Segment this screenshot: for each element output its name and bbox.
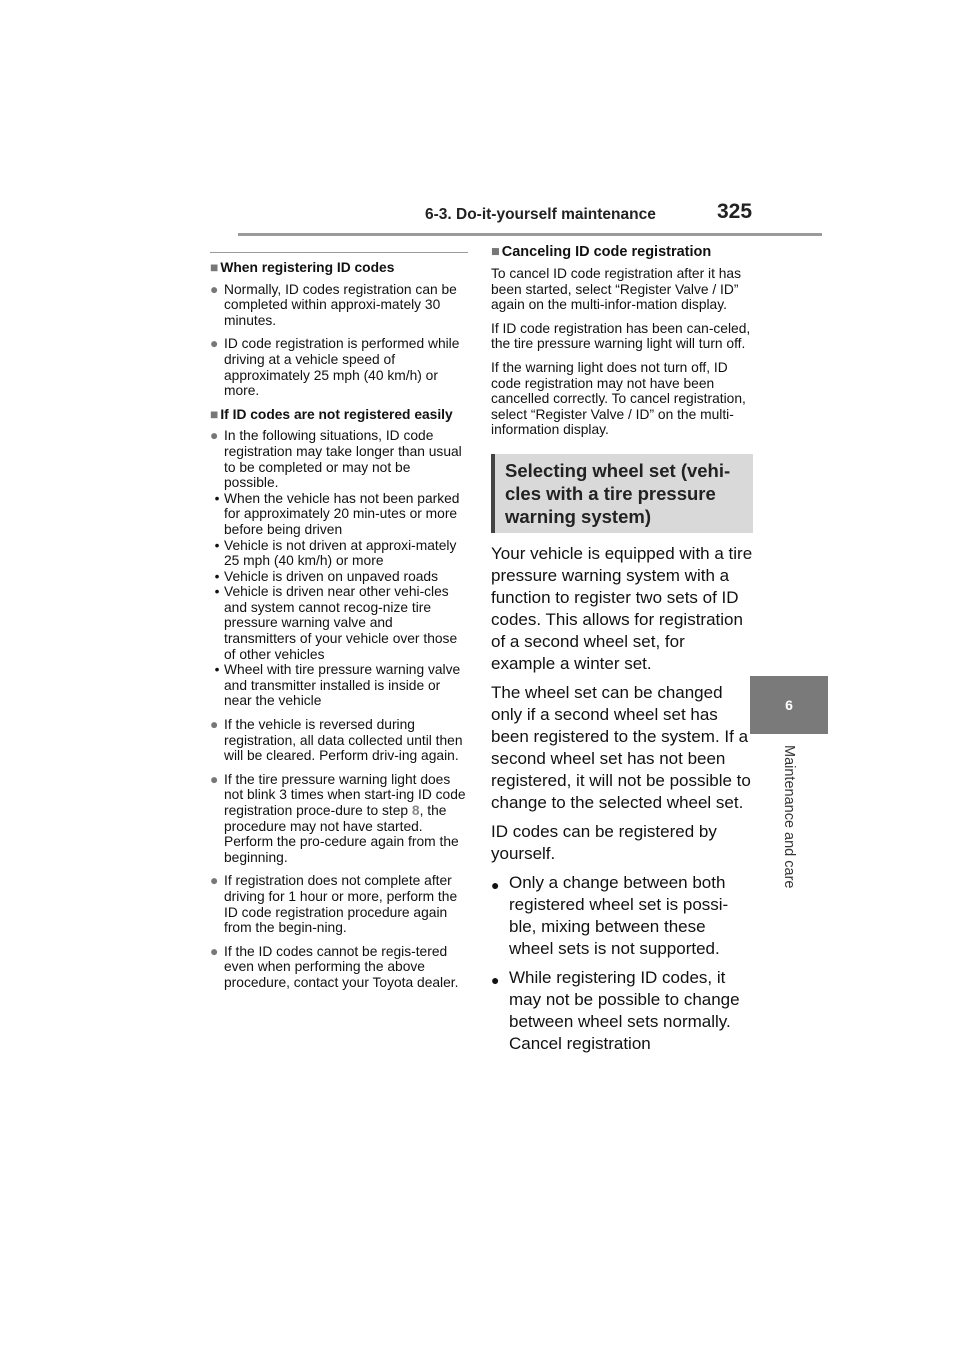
cancel-text: To cancel ID code registration after it has been started, select “Register Valve / ID” again on the multi-infor-mation display. — [491, 266, 742, 313]
note-item: ● If the tire pressure warning light does not blink 3 times when start-ing ID code registration proce-dure to step 8, the procedure may not have started. Perform the pro-cedure again from the beginning. — [210, 771, 466, 865]
list-item: • Vehicle is driven near other vehi-cles and system cannot recog-nize tire pressure warning valve and transmitters of your vehicle over those of other vehicles — [214, 584, 458, 662]
square-bullet-icon: ■ — [210, 260, 219, 275]
body-bullet: ● Only a change between both registered wheel set is possi-ble, mixing between these wheel sets is not supported. — [491, 872, 729, 958]
square-bullet-icon: ■ — [210, 406, 219, 422]
chapter-title: Maintenance and care — [781, 745, 797, 889]
list-item: • Vehicle is driven on unpaved roads — [214, 568, 438, 584]
circle-bullet-icon: ● — [210, 717, 219, 733]
body-paragraph: ID codes can be registered by yourself. — [491, 821, 717, 863]
circle-bullet-icon: ● — [210, 873, 219, 889]
note-item: ● If the ID codes cannot be regis-tered even when performing the above procedure, contact your Toyota dealer. — [210, 943, 459, 990]
circle-bullet-icon: ● — [210, 336, 219, 352]
body-bullet: ● While registering ID codes, it may not be possible to change between wheel sets normally. Cancel registration — [491, 967, 740, 1053]
circle-bullet-icon: ● — [210, 428, 219, 444]
heading-canceling: ■ Canceling ID code registration — [491, 244, 712, 260]
column-divider — [210, 252, 468, 253]
circle-bullet-icon: ● — [210, 943, 219, 959]
list-item: • When the vehicle has not been parked for approximately 20 min-utes or more before being driven — [214, 490, 460, 537]
note-item: ● If the vehicle is reversed during registration, all data collected until then will be cleared. Perform driv-ing again. — [210, 717, 463, 764]
cancel-text: If ID code registration has been can-celed, the tire pressure warning light will turn off. — [491, 320, 751, 352]
chapter-number: 6 — [785, 697, 793, 713]
body-paragraph: The wheel set can be changed only if a second wheel set has been registered to the system. If a second wheel set has not been registered, it will not be possible to change to the selected wheel set. — [491, 682, 751, 812]
note-item: ● Normally, ID codes registration can be completed within approxi-mately 30 minutes. — [210, 281, 457, 328]
section-header: 6-3. Do-it-yourself maintenance — [425, 206, 656, 223]
note-item: ● ID code registration is performed while driving at a vehicle speed of approximately 25 mph (40 km/h) or more. — [210, 336, 460, 399]
heading-not-registered: ■ If ID codes are not registered easily — [210, 406, 453, 422]
chapter-tab[interactable] — [750, 676, 828, 734]
list-item: • Vehicle is not driven at approxi-mately 25 mph (40 km/h) or more — [214, 537, 457, 569]
left-column — [210, 252, 468, 999]
heading-registering: ■ When registering ID codes — [210, 260, 395, 275]
square-bullet-icon: ■ — [491, 244, 500, 260]
circle-bullet-icon: ● — [491, 971, 500, 988]
circle-bullet-icon: ● — [210, 281, 219, 297]
situation-list — [210, 491, 468, 709]
right-column — [491, 244, 753, 1062]
note-item: ● In the following situations, ID code registration may take longer than usual to be completed or may not be possible. — [210, 428, 462, 491]
body-paragraph: Your vehicle is equipped with a tire pressure warning system with a function to register two sets of ID codes. This allows for registration of a second wheel set, for example a winter set. — [491, 543, 753, 673]
circle-bullet-icon: ● — [491, 876, 500, 893]
header-divider — [238, 233, 822, 236]
body-text — [491, 543, 753, 1055]
page-number: 325 — [717, 200, 753, 223]
section-title: Selecting wheel set (vehi-cles with a tire pressure warning system) — [505, 459, 731, 527]
list-item: • Wheel with tire pressure warning valve and transmitter installed is inside or near the vehicle — [214, 662, 461, 709]
circle-bullet-icon: ● — [210, 771, 219, 787]
step-reference: 8 — [411, 803, 420, 818]
section-title-box — [491, 454, 753, 533]
note-item: ● If registration does not complete after driving for 1 hour or more, perform the ID code registration procedure again from the begin-ning. — [210, 873, 458, 936]
cancel-text: If the warning light does not turn off, ID code registration may not have been cancelled correctly. To cancel registration, select “Register Valve / ID” on the multi-information display. — [491, 359, 746, 438]
